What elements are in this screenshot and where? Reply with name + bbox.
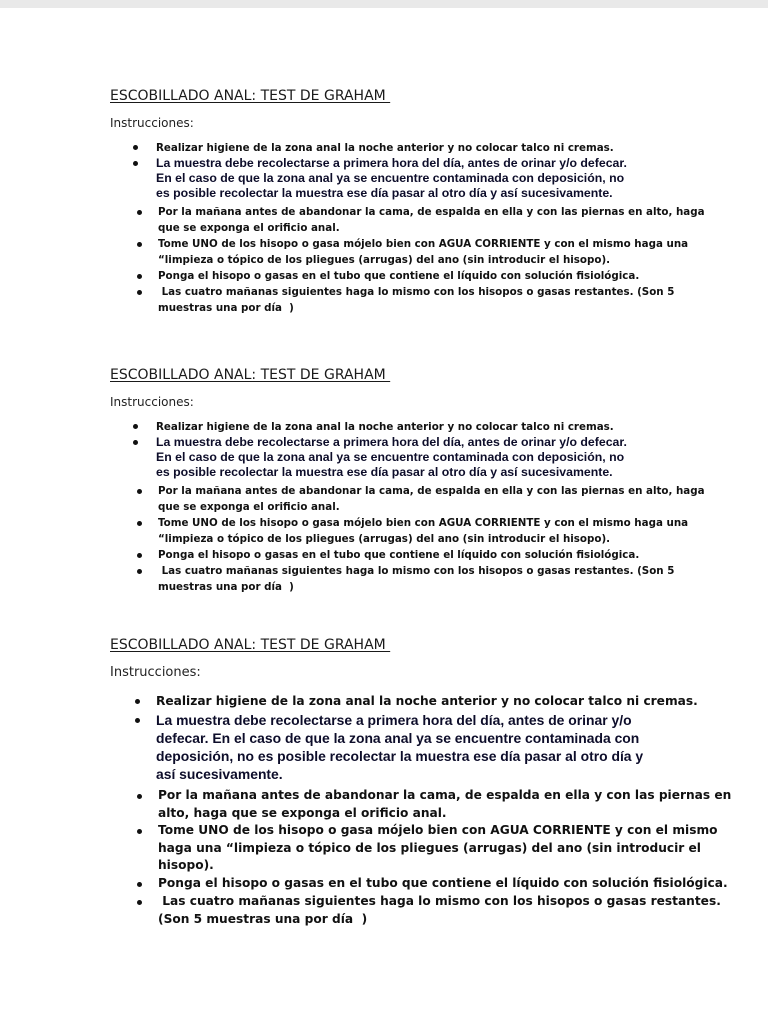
list-item [0,435,705,483]
bullet-icon [135,699,140,704]
list-item [0,236,705,268]
instruction-text: Tome UNO de los hisopo o gasa mójelo bien con AGUA CORRIENTE y con el mismo haga una “limpieza o tópico de los pliegues (arrugas) del ano (sin introducir el hisopo). [158,238,689,266]
bullet-icon [135,718,140,723]
bullet-icon [137,794,142,799]
instruction-text: Las cuatro mañanas siguientes haga lo mismo con los hisopos o gasas restantes. (Son 5 muestras una por día ) [158,565,675,593]
list-item [0,563,705,595]
bullet-icon [137,489,142,494]
section-title: ESCOBILLADO ANAL: TEST DE GRAHAM [110,367,391,383]
instruction-text: Tome UNO de los hisopo o gasa mójelo bien con AGUA CORRIENTE y con el mismo haga una “limpieza o tópico de los pliegues (arrugas) del ano (sin introducir el hisopo). [158,517,689,545]
instruction-text: Por la mañana antes de abandonar la cama, de espalda en ella y con las piernas en alto, haga que se exponga el orificio anal. [158,485,705,513]
bullet-icon [137,829,142,834]
list-item [0,515,705,547]
bullet-icon [137,210,142,215]
bullet-icon [133,440,138,445]
list-item [0,483,705,515]
instructions-label: Instrucciones: [110,665,201,680]
bullet-icon [133,145,138,150]
bullet-icon [137,900,142,905]
list-item [0,140,705,156]
instruction-text: Ponga el hisopo o gasas en el tubo que contiene el líquido con solución fisiológica. [158,549,640,561]
bullet-icon [137,242,142,247]
instruction-text: La muestra debe recolectarse a primera hora del día, antes de orinar y/o defecar. En el caso de que la zona anal ya se encuentre contaminada con deposición, no es posible recolectar la muestra ese día pasar al otro día y así sucesivamente. [156,156,627,200]
instruction-text: La muestra debe recolectarse a primera hora del día, antes de orinar y/o defecar. En el caso de que la zona anal ya se encuentre contaminada con deposición, no es posible recolectar la muestra ese día pasar al otro día y así sucesivamente. [156,712,644,782]
list-item [0,822,731,875]
list-item [0,893,731,929]
instruction-text: Por la mañana antes de abandonar la cama, de espalda en ella y con las piernas en alto, haga que se exponga el orificio anal. [158,788,732,820]
instruction-text: La muestra debe recolectarse a primera hora del día, antes de orinar y/o defecar. En el caso de que la zona anal ya se encuentre contaminada con deposición, no es posible recolectar la muestra ese día pasar al otro día y así sucesivamente. [156,435,627,479]
bullet-icon [137,521,142,526]
instruction-text: Ponga el hisopo o gasas en el tubo que contiene el líquido con solución fisiológica. [158,270,640,282]
instructions-label: Instrucciones: [110,395,194,409]
list-item [0,787,731,822]
bullet-icon [137,290,142,295]
instruction-list [0,419,705,595]
list-item [0,419,705,435]
instruction-text: Realizar higiene de la zona anal la noche anterior y no colocar talco ni cremas. [156,142,614,154]
list-item [0,156,705,204]
instruction-text: Las cuatro mañanas siguientes haga lo mismo con los hisopos o gasas restantes. (Son 5 muestras una por día ) [158,286,675,314]
instructions-label: Instrucciones: [110,116,194,130]
list-item [0,284,705,316]
instruction-text: Realizar higiene de la zona anal la noche anterior y no colocar talco ni cremas. [156,421,614,433]
instruction-text: Realizar higiene de la zona anal la noche anterior y no colocar talco ni cremas. [156,694,698,708]
list-item [0,693,731,711]
bullet-icon [133,161,138,166]
bullet-icon [137,882,142,887]
bullet-icon [137,274,142,279]
list-item [0,268,705,284]
bullet-icon [137,569,142,574]
bullet-icon [133,424,138,429]
list-item [0,711,731,787]
list-item [0,204,705,236]
instruction-text: Por la mañana antes de abandonar la cama, de espalda en ella y con las piernas en alto, haga que se exponga el orificio anal. [158,206,705,234]
instruction-list [0,693,731,929]
section-title: ESCOBILLADO ANAL: TEST DE GRAHAM [110,637,391,653]
instruction-list [0,140,705,316]
list-item [0,875,731,893]
instruction-text: Ponga el hisopo o gasas en el tubo que contiene el líquido con solución fisiológica. [158,876,728,890]
bullet-icon [137,553,142,558]
section-title: ESCOBILLADO ANAL: TEST DE GRAHAM [110,88,391,104]
page-top-rule [0,0,768,8]
instruction-text: Las cuatro mañanas siguientes haga lo mismo con los hisopos o gasas restantes. (Son 5 muestras una por día ) [158,894,721,926]
list-item [0,547,705,563]
instruction-text: Tome UNO de los hisopo o gasa mójelo bien con AGUA CORRIENTE y con el mismo haga una “limpieza o tópico de los pliegues (arrugas) del ano (sin introducir el hisopo). [158,823,718,872]
